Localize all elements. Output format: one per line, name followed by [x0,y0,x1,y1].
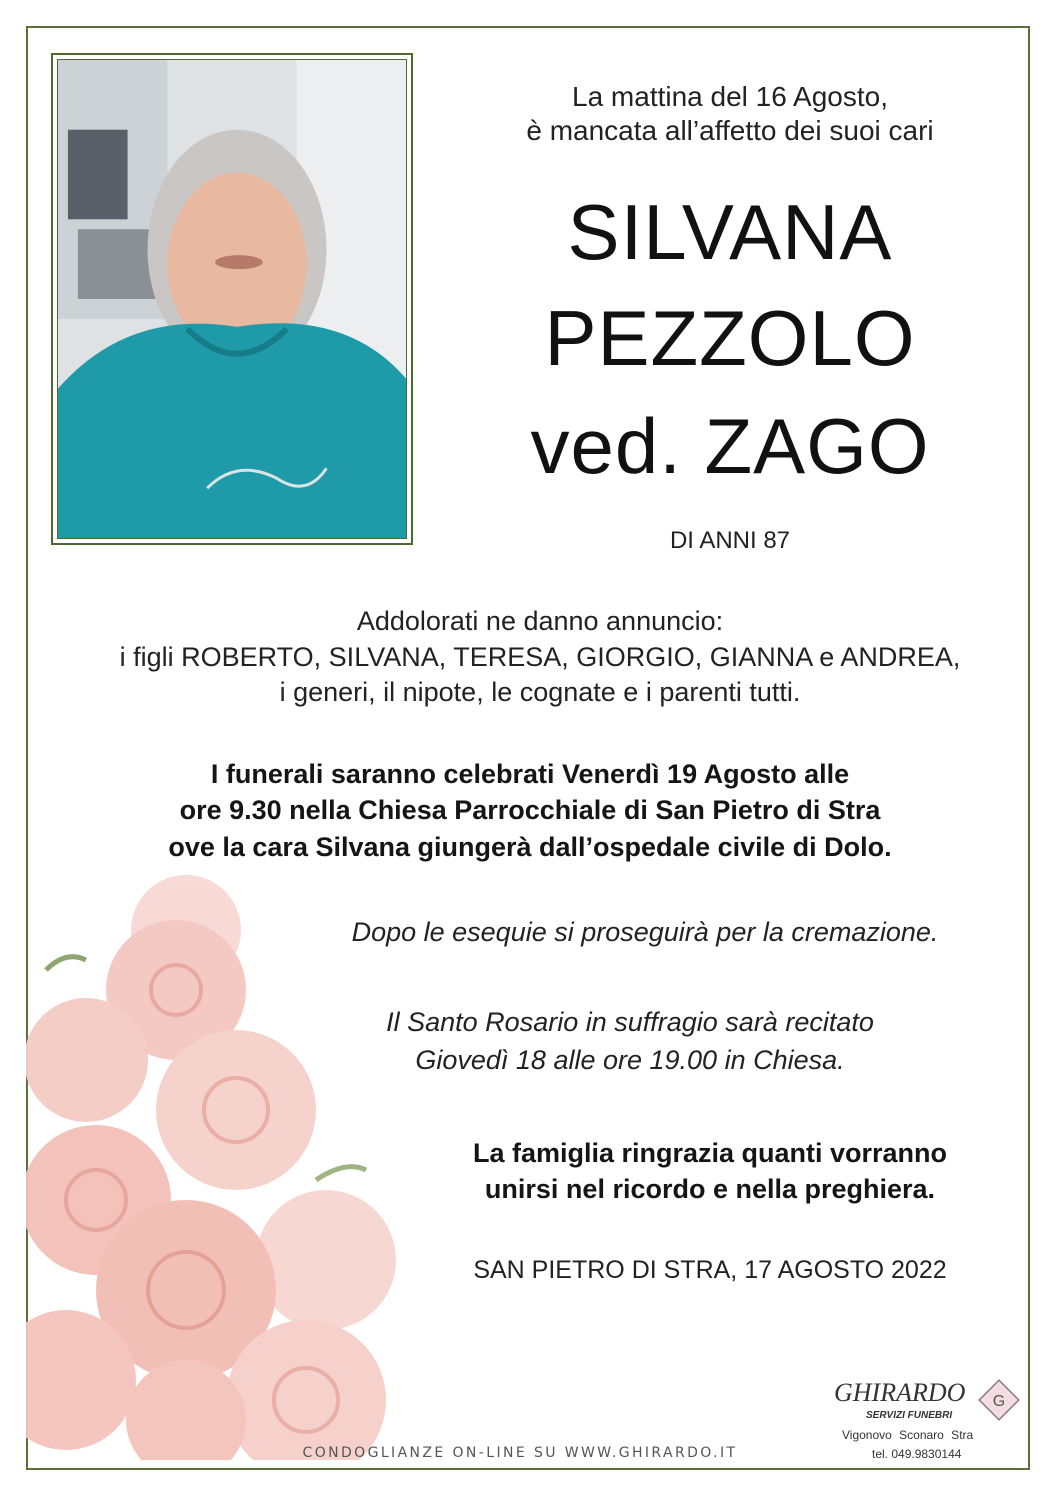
funeral-info [60,756,1000,865]
company-locations: Vigonovo Sconaro Stra [842,1428,974,1442]
funeral-line-1: I funerali saranno celebrati Venerdì 19 Agosto alle [210,759,850,789]
rosary-line-1: Il Santo Rosario in suffragio sarà recitato [386,1007,874,1037]
thanks-line-2: unirsi nel ricordo e nella preghiera. [484,1174,936,1205]
portrait-photo [57,59,407,539]
widow-of: ved. ZAGO [530,402,930,490]
thanks-line-1: La famiglia ringrazia quanti vorranno [472,1138,948,1168]
cremation-note: Dopo le esequie si proseguirà per la cremazione. [351,917,939,947]
rosary-info [300,1003,960,1080]
place-date: SAN PIETRO DI STRA, 17 AGOSTO 2022 [473,1256,947,1284]
condolences-link[interactable]: CONDOGLIANZE ON-LINE SU WWW.GHIRARDO.IT [302,1445,738,1461]
intro-line-2: è mancata all’affetto dei suoi cari [526,114,934,146]
company-phone: tel. 049.9830144 [872,1447,962,1461]
announcement-line-3: i generi, il nipote, le cognate e i parenti tutti. [279,677,801,708]
rosary-line-2: Giovedì 18 alle ore 19.00 in Chiesa. [415,1045,845,1076]
intro-text [470,80,990,147]
announcement [80,604,1000,711]
roses-decoration [26,860,426,1460]
last-name: PEZZOLO [544,294,916,382]
company-logo-letter: G [992,1393,1006,1410]
first-name: SILVANA [567,188,893,276]
funeral-line-2: ore 9.30 nella Chiesa Parrocchiale di San Pietro di Stra [179,795,881,826]
age-text: DI ANNI 87 [669,527,791,554]
company-name: GHIRARDO [834,1378,966,1407]
portrait-frame [51,53,413,545]
funeral-line-3: ove la cara Silvana giungerà dall’ospedale civile di Dolo. [168,831,892,862]
company-logo-block [828,1376,1028,1468]
family-thanks [420,1135,1000,1208]
company-logo-icon [976,1377,1022,1423]
announcement-line-2: i figli ROBERTO, SILVANA, TERESA, GIORGIO, GIANNA e ANDREA, [119,641,961,672]
company-subtitle: SERVIZI FUNEBRI [866,1410,953,1421]
intro-line-1: La mattina del 16 Agosto, [572,81,888,112]
announcement-line-1: Addolorati ne danno annuncio: [356,606,724,636]
